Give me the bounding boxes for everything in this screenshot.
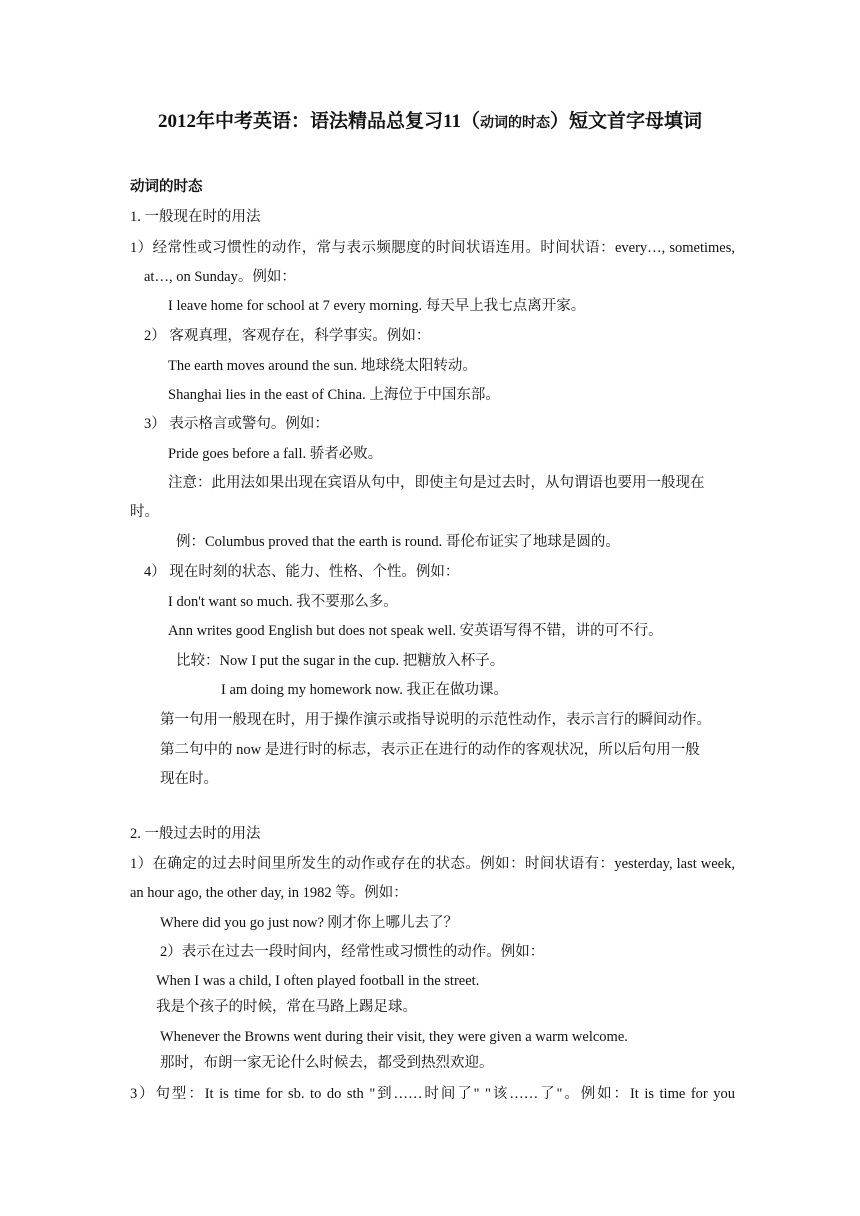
example-line: Shanghai lies in the east of China. 上海位于中国东部。 xyxy=(168,387,500,403)
example-line: Whenever the Browns went during their visit, they were given a warm welcome. xyxy=(160,1029,628,1045)
explanation-line: 第一句用一般现在时，用于操作演示或指导说明的示范性动作，表示言行的瞬间动作。 xyxy=(160,712,711,728)
example-line: Where did you go just now? 刚才你上哪儿去了？ xyxy=(160,915,459,931)
example-line: Pride goes before a fall. 骄者必败。 xyxy=(168,446,383,462)
subsection-heading: 2. 一般过去时的用法 xyxy=(130,826,261,842)
comparison-line: 比较：Now I put the sugar in the cup. 把糖放入杯子。 xyxy=(176,653,505,669)
list-item: 3） 表示格言或警句。例如： xyxy=(144,416,329,432)
document-title xyxy=(0,106,860,133)
note-line: 注意：此用法如果出现在宾语从句中，即使主句是过去时，从句谓语也要用一般现在 xyxy=(168,475,705,491)
title-subtopic: 动词的时态 xyxy=(479,116,550,131)
section-heading: 动词的时态 xyxy=(130,179,203,195)
explanation-line: 第二句中的 now 是进行时的标志，表示正在进行的动作的客观状况，所以后句用一般 xyxy=(160,742,700,758)
example-line: 我是个孩子的时候，常在马路上踢足球。 xyxy=(156,999,417,1015)
note-line: 时。 xyxy=(130,504,159,520)
paragraph-line: 3）句型：It is time for sb. to do sth "到……时间了" "该……了"。例如：It is time for you xyxy=(130,1086,735,1102)
list-item: 2） 客观真理，客观存在，科学事实。例如： xyxy=(144,328,431,344)
paragraph-line: 1）在确定的过去时间里所发生的动作或存在的状态。例如：时间状语有：yesterday, last week, xyxy=(130,856,735,872)
example-line: When I was a child, I often played football in the street. xyxy=(156,973,480,989)
paragraph-line: an hour ago, the other day, in 1982 等。例如： xyxy=(130,885,408,901)
example-line: Ann writes good English but does not speak well. 安英语写得不错，讲的可不行。 xyxy=(168,623,663,639)
paragraph-line: 1）经常性或习惯性的动作，常与表示频腮度的时间状语连用。时间状语：every…, sometimes, xyxy=(130,240,735,256)
example-line: 那时，布朗一家无论什么时候去，都受到热烈欢迎。 xyxy=(160,1055,494,1071)
title-main: 2012年中考英语：语法精品总复习11（ xyxy=(158,111,480,132)
explanation-line: 现在时。 xyxy=(160,771,218,787)
example-line: I don't want so much. 我不要那么多。 xyxy=(168,594,398,610)
example-line: I leave home for school at 7 every morning. 每天早上我七点离开家。 xyxy=(168,298,586,314)
list-item: 2）表示在过去一段时间内，经常性或习惯性的动作。例如： xyxy=(160,944,545,960)
comparison-line: I am doing my homework now. 我正在做功课。 xyxy=(221,682,509,698)
title-suffix: ）短文首字母填词 xyxy=(549,111,702,132)
example-line: The earth moves around the sun. 地球绕太阳转动。 xyxy=(168,358,477,374)
example-line: 例：Columbus proved that the earth is round. 哥伦布证实了地球是圆的。 xyxy=(176,534,620,550)
list-item: 4） 现在时刻的状态、能力、性格、个性。例如： xyxy=(144,564,460,580)
subsection-heading: 1. 一般现在时的用法 xyxy=(130,209,261,225)
paragraph-line: at…, on Sunday。例如： xyxy=(144,269,296,285)
